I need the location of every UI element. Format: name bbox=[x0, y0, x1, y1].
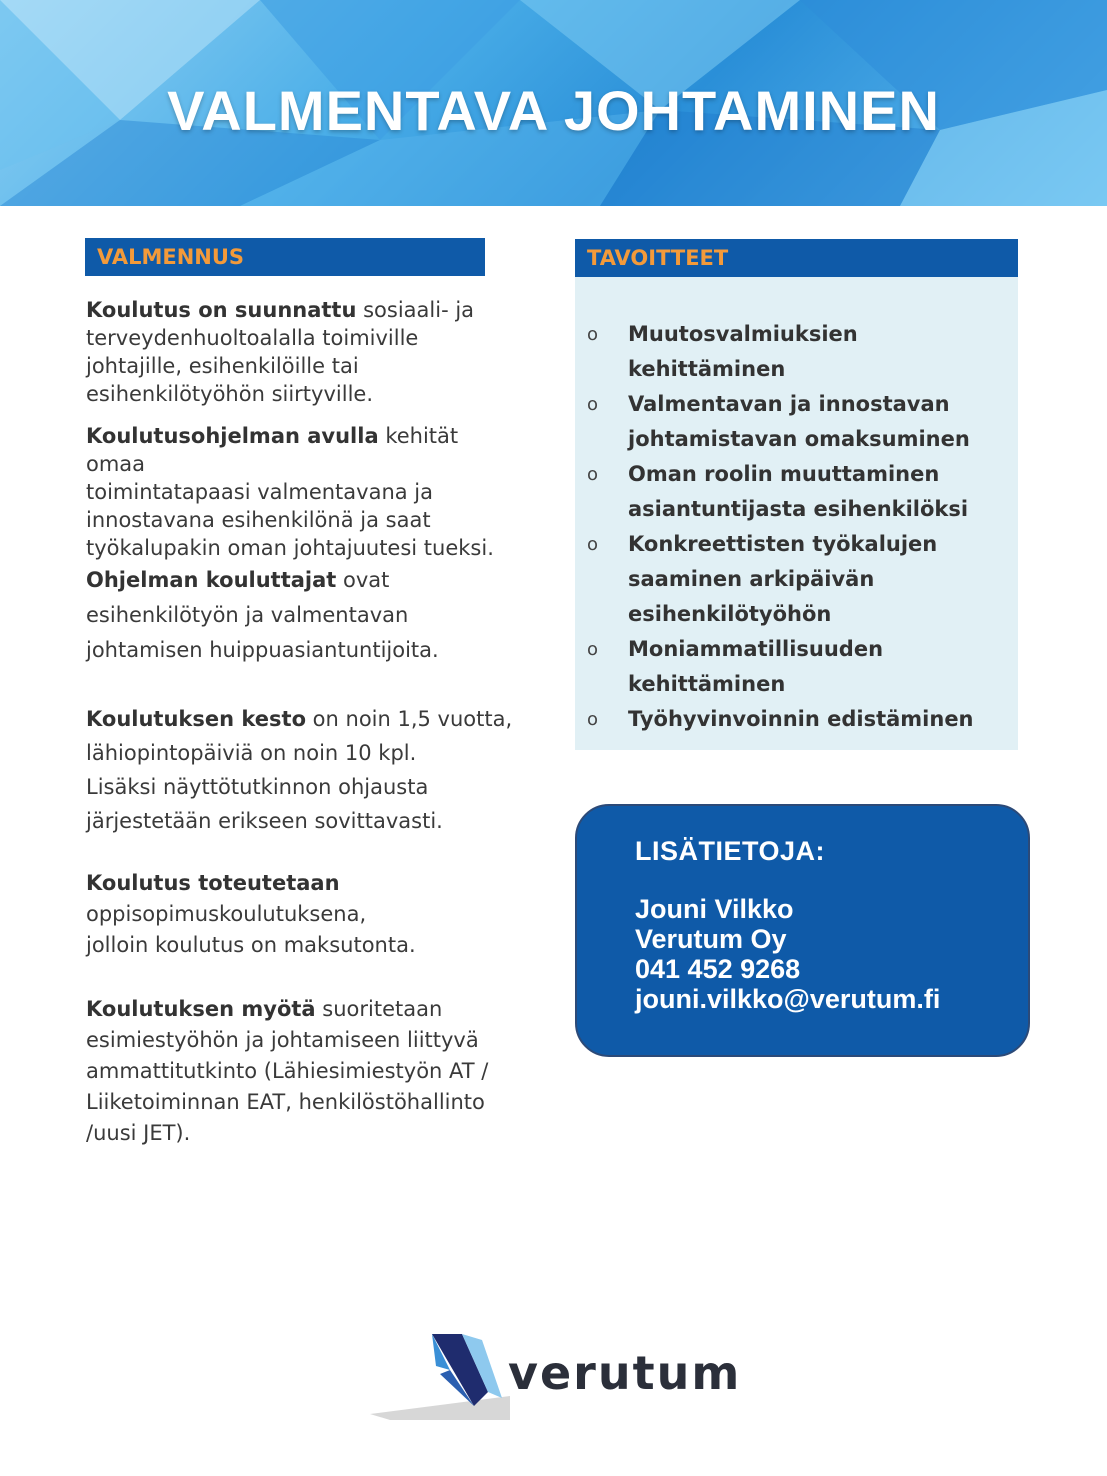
paragraph-text: esihenkilötyön ja valmentavan bbox=[86, 603, 409, 627]
paragraph-text: sosiaali- ja bbox=[356, 298, 475, 322]
goal-item bbox=[575, 457, 1008, 527]
header-banner bbox=[0, 0, 1107, 206]
paragraph-lead: Koulutuksen kesto bbox=[86, 707, 306, 731]
paragraph-text: suoritetaan bbox=[315, 997, 443, 1021]
contact-heading: LISÄTIETOJA: bbox=[635, 836, 826, 866]
paragraph-lead: Ohjelman kouluttajat bbox=[86, 568, 337, 592]
paragraph-text: johtamisen huippuasiantuntijoita. bbox=[86, 638, 439, 662]
contact-phone[interactable]: 041 452 9268 bbox=[635, 954, 801, 984]
goal-text: saaminen arkipäivän bbox=[628, 567, 875, 591]
goal-text: Työhyvinvoinnin edistäminen bbox=[628, 707, 974, 731]
circle-bullet-icon: o bbox=[587, 464, 599, 485]
goal-item bbox=[575, 632, 1008, 702]
page-title: VALMENTAVA JOHTAMINEN bbox=[167, 79, 940, 142]
goal-item bbox=[575, 387, 1008, 457]
paragraph-text: jolloin koulutus on maksutonta. bbox=[86, 933, 416, 957]
contact-name: Jouni Vilkko bbox=[635, 894, 794, 924]
paragraph-text: kehität omaa bbox=[86, 424, 459, 476]
goal-text: Moniammatillisuuden bbox=[628, 637, 884, 661]
paragraph-text: ovat bbox=[336, 568, 390, 592]
section-header-tavoitteet: TAVOITTEET bbox=[575, 239, 1018, 277]
paragraph-text: johtajille, esihenkilöille tai bbox=[86, 354, 359, 378]
paragraph-text: esihenkilötyöhön siirtyville. bbox=[86, 382, 373, 406]
goal-item bbox=[575, 702, 1008, 737]
circle-bullet-icon: o bbox=[587, 394, 599, 415]
contact-company: Verutum Oy bbox=[635, 924, 787, 954]
goal-text: Valmentavan ja innostavan bbox=[628, 392, 950, 416]
goal-item bbox=[575, 527, 1008, 632]
paragraph-target-audience bbox=[86, 296, 516, 408]
paragraph-text: esimiestyöhön ja johtamiseen liittyvä bbox=[86, 1028, 479, 1052]
goals-list bbox=[575, 317, 1008, 737]
paragraph-text: on noin 1,5 vuotta, bbox=[306, 707, 513, 731]
circle-bullet-icon: o bbox=[587, 639, 599, 660]
paragraph-text: järjestetään erikseen sovittavasti. bbox=[86, 809, 443, 833]
paragraph-text: /uusi JET). bbox=[86, 1121, 191, 1145]
paragraph-text: ammattitutkinto (Lähiesimiestyön AT / bbox=[86, 1059, 489, 1083]
goal-text: esihenkilötyöhön bbox=[628, 602, 832, 626]
goal-text: johtamistavan omaksuminen bbox=[628, 427, 970, 451]
goal-item bbox=[575, 317, 1008, 387]
paragraph-lead: Koulutuksen myötä bbox=[86, 997, 316, 1021]
goal-text: Konkreettisten työkalujen bbox=[628, 532, 938, 556]
paragraph-qualification bbox=[86, 994, 516, 1149]
paragraph-text: toimintatapaasi valmentavana ja bbox=[86, 480, 434, 504]
paragraph-text: Lisäksi näyttötutkinnon ohjausta bbox=[86, 775, 429, 799]
paragraph-text: terveydenhuoltoalalla toimiville bbox=[86, 326, 419, 350]
paragraph-text: Liiketoiminnan EAT, henkilöstöhallinto bbox=[86, 1090, 485, 1114]
circle-bullet-icon: o bbox=[587, 709, 599, 730]
goal-text: kehittäminen bbox=[628, 672, 786, 696]
paragraph-text: työkalupakin oman johtajuutesi tueksi. bbox=[86, 536, 494, 560]
paragraph-lead: Koulutus toteutetaan bbox=[86, 871, 340, 895]
paragraph-implementation bbox=[86, 868, 516, 961]
paragraph-text: lähiopintopäiviä on noin 10 kpl. bbox=[86, 741, 417, 765]
contact-email[interactable]: jouni.vilkko@verutum.fi bbox=[635, 984, 941, 1014]
paragraph-lead: Koulutus on suunnattu bbox=[86, 298, 357, 322]
paragraph-text: innostavana esihenkilönä ja saat bbox=[86, 508, 431, 532]
logo-wordmark: verutum bbox=[508, 1346, 742, 1400]
paragraph-program-purpose bbox=[86, 422, 516, 562]
verutum-logo bbox=[370, 1330, 742, 1420]
paragraph-trainers bbox=[86, 563, 516, 668]
goal-text: Oman roolin muuttaminen bbox=[628, 462, 940, 486]
section-header-valmennus: VALMENNUS bbox=[85, 238, 485, 276]
contact-panel bbox=[575, 804, 1030, 1057]
paragraph-text: oppisopimuskoulutuksena, bbox=[86, 902, 367, 926]
goal-text: asiantuntijasta esihenkilöksi bbox=[628, 497, 969, 521]
goal-text: Muutosvalmiuksien kehittäminen bbox=[628, 322, 858, 381]
circle-bullet-icon: o bbox=[587, 534, 599, 555]
paragraph-lead: Koulutusohjelman avulla bbox=[86, 424, 379, 448]
paragraph-duration bbox=[86, 702, 516, 838]
circle-bullet-icon: o bbox=[587, 324, 599, 345]
goals-panel bbox=[575, 277, 1018, 750]
